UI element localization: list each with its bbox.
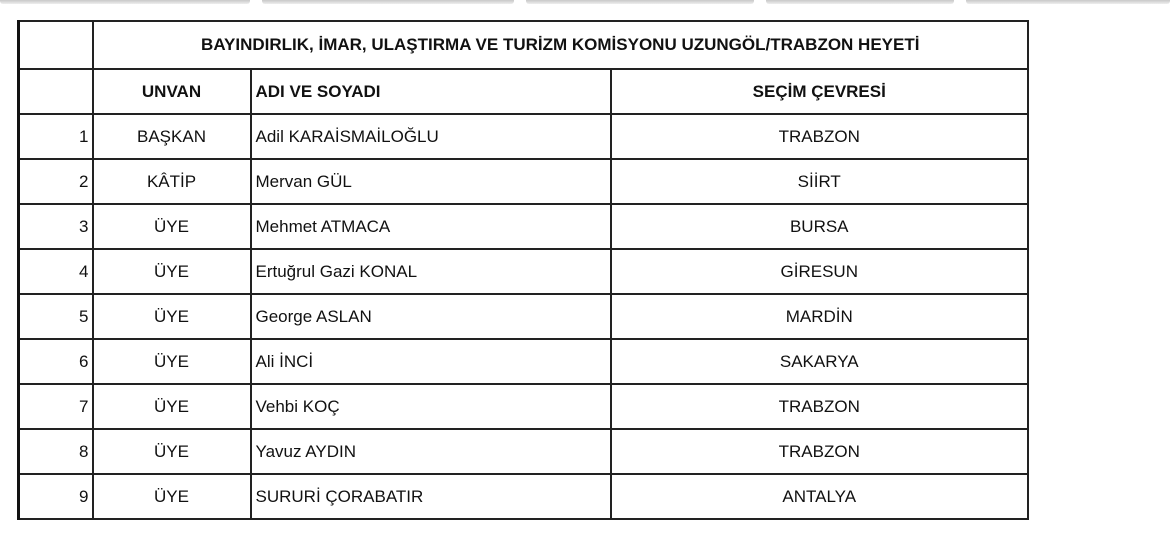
top-strip xyxy=(0,0,1170,8)
member-region-cell: TRABZON xyxy=(611,114,1029,159)
column-header-region: SEÇİM ÇEVRESİ xyxy=(611,69,1029,114)
member-region-cell: SAKARYA xyxy=(611,339,1029,384)
table-row xyxy=(19,294,1029,339)
member-region-cell: TRABZON xyxy=(611,384,1029,429)
heading-row xyxy=(19,21,1029,69)
member-region-cell: BURSA xyxy=(611,204,1029,249)
heading-blank-cell xyxy=(19,21,93,69)
row-number-cell: 7 xyxy=(19,384,93,429)
top-strip-segment xyxy=(0,0,250,4)
table-row xyxy=(19,249,1029,294)
member-name-cell: SURURİ ÇORABATIR xyxy=(251,474,611,519)
committee-table-body xyxy=(19,21,1029,519)
member-title-cell: ÜYE xyxy=(93,339,251,384)
table-row xyxy=(19,429,1029,474)
member-title-cell: KÂTİP xyxy=(93,159,251,204)
member-name-cell: Vehbi KOÇ xyxy=(251,384,611,429)
header-blank-cell xyxy=(19,69,93,114)
row-number-cell: 3 xyxy=(19,204,93,249)
member-name-cell: Adil KARAİSMAİLOĞLU xyxy=(251,114,611,159)
member-region-cell: MARDİN xyxy=(611,294,1029,339)
column-header-title: UNVAN xyxy=(93,69,251,114)
member-region-cell: GİRESUN xyxy=(611,249,1029,294)
table-row xyxy=(19,114,1029,159)
row-number-cell: 8 xyxy=(19,429,93,474)
member-title-cell: BAŞKAN xyxy=(93,114,251,159)
row-number-cell: 1 xyxy=(19,114,93,159)
member-title-cell: ÜYE xyxy=(93,474,251,519)
table-row xyxy=(19,339,1029,384)
table-row xyxy=(19,204,1029,249)
table-heading: BAYINDIRLIK, İMAR, ULAŞTIRMA VE TURİZM KOMİSYONU UZUNGÖL/TRABZON HEYETİ xyxy=(93,21,1029,69)
top-strip-segment xyxy=(766,0,954,4)
row-number-cell: 2 xyxy=(19,159,93,204)
table-row xyxy=(19,384,1029,429)
member-name-cell: Mehmet ATMACA xyxy=(251,204,611,249)
top-strip-segment xyxy=(262,0,514,4)
member-region-cell: TRABZON xyxy=(611,429,1029,474)
row-number-cell: 4 xyxy=(19,249,93,294)
column-header-name: ADI VE SOYADI xyxy=(251,69,611,114)
column-header-row xyxy=(19,69,1029,114)
row-number-cell: 6 xyxy=(19,339,93,384)
member-title-cell: ÜYE xyxy=(93,384,251,429)
table-row xyxy=(19,159,1029,204)
member-region-cell: SİİRT xyxy=(611,159,1029,204)
member-title-cell: ÜYE xyxy=(93,294,251,339)
top-strip-segment xyxy=(966,0,1170,4)
member-region-cell: ANTALYA xyxy=(611,474,1029,519)
member-name-cell: George ASLAN xyxy=(251,294,611,339)
member-title-cell: ÜYE xyxy=(93,249,251,294)
row-number-cell: 9 xyxy=(19,474,93,519)
member-name-cell: Ali İNCİ xyxy=(251,339,611,384)
member-title-cell: ÜYE xyxy=(93,429,251,474)
member-name-cell: Yavuz AYDIN xyxy=(251,429,611,474)
member-name-cell: Mervan GÜL xyxy=(251,159,611,204)
committee-table xyxy=(17,20,1029,520)
member-title-cell: ÜYE xyxy=(93,204,251,249)
top-strip-segment xyxy=(526,0,754,4)
member-name-cell: Ertuğrul Gazi KONAL xyxy=(251,249,611,294)
table-row xyxy=(19,474,1029,519)
row-number-cell: 5 xyxy=(19,294,93,339)
